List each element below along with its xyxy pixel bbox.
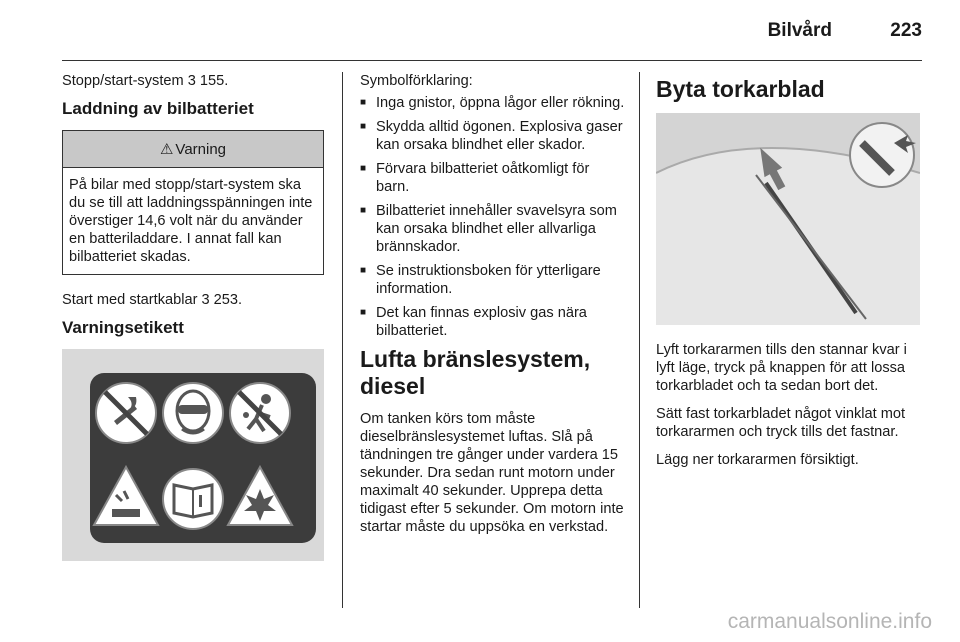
list-item: ■ Se instruktionsboken för ytterligare information.	[360, 262, 626, 298]
ref-stopstart: Stopp/start-system 3 155.	[62, 73, 229, 89]
warning-triangle-icon: ⚠	[159, 141, 174, 158]
warning-box	[62, 130, 324, 275]
heading-wiper: Byta torkarblad	[656, 76, 825, 102]
symbols-list	[360, 94, 626, 340]
wiper-para-3: Lägg ner torkararmen försiktigt.	[656, 452, 859, 468]
heading-warning-label: Varningsetikett	[62, 318, 184, 337]
list-item: ■ Inga gnistor, öppna lågor eller rökning.	[360, 94, 626, 112]
battery-warning-label-image	[62, 349, 324, 561]
column-divider-2	[639, 72, 640, 608]
battery-label-svg	[62, 349, 324, 561]
watermark: carmanualsonline.info	[727, 610, 932, 633]
page-header	[0, 0, 960, 62]
heading-fuel-bleed: Lufta bränslesystem, diesel	[360, 346, 591, 399]
heading-battery-charging: Laddning av bilbatteriet	[62, 99, 254, 118]
symbols-intro: Symbolförklaring:	[360, 73, 473, 89]
wiper-para-1: Lyft torkararmen tills den stannar kvar i lyft läge, tryck på knappen för att lossa torkarbladet och ta sedan bort det.	[656, 342, 907, 394]
column-divider-1	[342, 72, 343, 608]
header-rule	[62, 60, 922, 61]
warning-title: Varning	[175, 141, 227, 158]
section-title: Bilvård	[767, 20, 832, 41]
ref-jumpstart: Start med startkablar 3 253.	[62, 292, 243, 308]
column-left	[62, 72, 324, 561]
read-manual-icon	[163, 469, 223, 529]
detail-magnifier	[850, 123, 914, 187]
column-right	[656, 72, 922, 479]
page-number: 223	[890, 20, 922, 41]
fuel-bleed-text: Om tanken körs tom måste dieselbränslesystemet luftas. Slå på tändningen tre gånger under vardera 15 sekunder. Dra sedan runt motorn under maximalt 40 sekunder. Upprepa detta tidigast efter 5 sekunder. Om motorn inte startar måste du uppsöka en verkstad.	[360, 411, 624, 535]
eye-protection-icon	[163, 383, 223, 443]
wiper-svg	[656, 113, 920, 325]
warning-body: På bilar med stopp/start-system ska du se till att laddningsspänningen inte överstiger 14,6 volt när du använder en batteriladdare. I annat fall kan bilbatteriet skadas.	[69, 177, 313, 265]
list-item: ■ Bilbatteriet innehåller svavelsyra som kan orsaka blindhet eller allvarliga brännskador.	[360, 202, 626, 256]
wiper-blade-image	[656, 113, 920, 325]
warning-header	[63, 131, 323, 168]
no-fire-smoking-icon	[96, 383, 156, 443]
list-item: ■ Förvara bilbatteriet oåtkomligt för barn.	[360, 160, 626, 196]
keep-away-children-icon	[230, 383, 290, 443]
list-item: ■ Det kan finnas explosiv gas nära bilbatteriet.	[360, 304, 626, 340]
list-item: ■ Skydda alltid ögonen. Explosiva gaser kan orsaka blindhet eller skador.	[360, 118, 626, 154]
column-middle	[360, 72, 626, 546]
wiper-para-2: Sätt fast torkarbladet något vinklat mot torkararmen och tryck tills det fastnar.	[656, 406, 906, 440]
